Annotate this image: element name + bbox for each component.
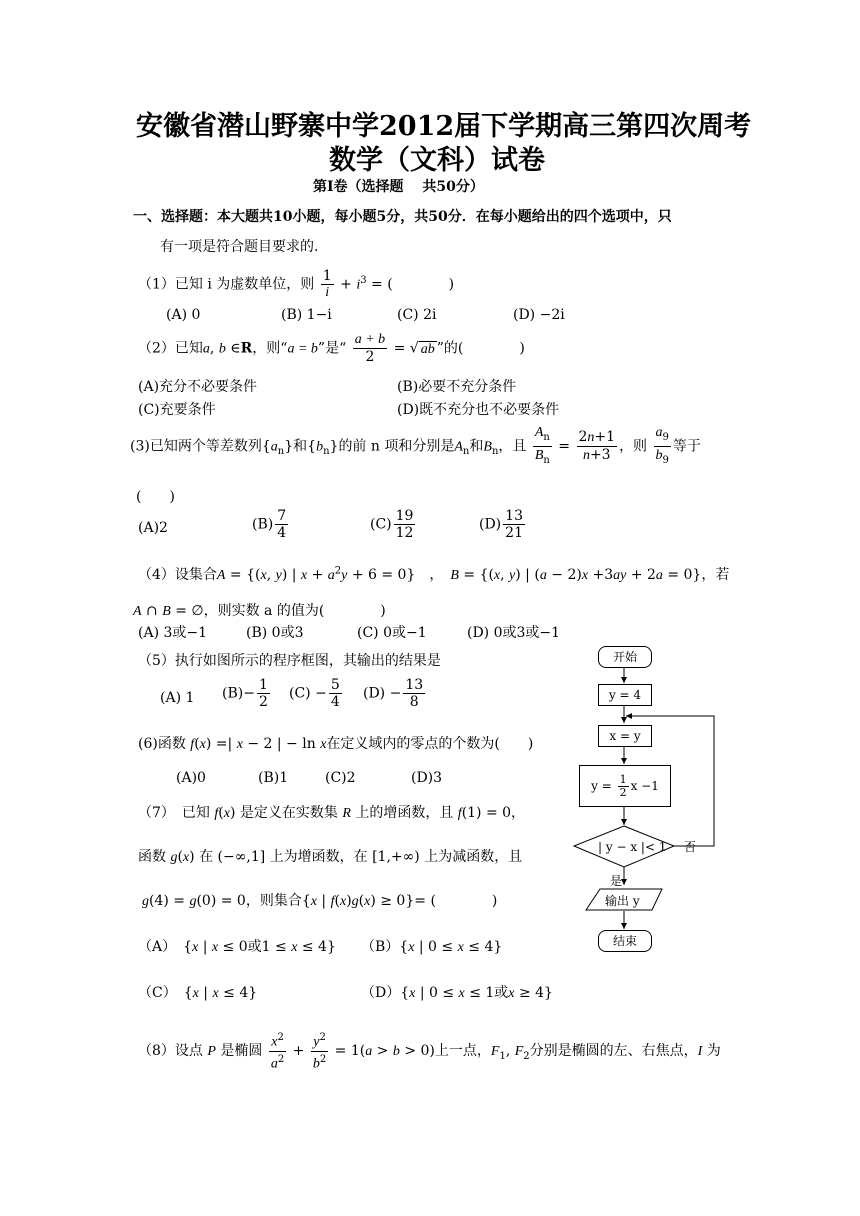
instructions-line1: 一、选择题：本大题共10小题，每小题5分，共50分．在每小题给出的四个选项中，只: [133, 209, 672, 225]
question-1: （1）已知 i 为虚数单位，则 $\frac{1}{i}$ + $i^3$ = ( ): [138, 268, 455, 300]
flow-yes-label: 是: [610, 874, 623, 888]
q6-option-c: (C)2: [325, 770, 356, 786]
q3-ratio-fraction: $\frac{A_n}{B_n}$: [534, 425, 550, 466]
q2-prefix: （2）已知: [138, 340, 203, 357]
q3-option-d: (D) $\frac{13}{21}$: [479, 508, 523, 541]
q1-option-b: (B) 1−i: [281, 307, 332, 323]
q3-option-c: (C) $\frac{19}{12}$: [370, 508, 414, 541]
question-8: （8）设点 P 是椭圆 $\frac{x^2}{a^2}$ + $\frac{y^2}{b^2}$ = 1(a > b > 0)上一点，$F_1$, $F_2$分别是椭圆的左、右焦点，I 为: [138, 1032, 721, 1072]
q5-option-a: (A) 1: [160, 690, 195, 706]
q2-option-d: (D)既不充分也不必要条件: [397, 402, 560, 418]
q2-option-b: (B)必要不充分条件: [397, 379, 517, 395]
question-5: （5）执行如图所示的程序框图，其输出的结果是: [138, 653, 441, 669]
instructions-line2: 有一项是符合题目要求的.: [160, 239, 319, 255]
question-7-line3: g(4) = g(0) = 0，则集合{x | f(x)g(x) ≥ 0}= ( ): [142, 893, 498, 909]
flow-assign: x = y: [598, 725, 652, 747]
q6-option-a: (A)0: [176, 770, 206, 786]
flow-init: y = 4: [598, 684, 652, 706]
flow-no-label: 否: [684, 840, 697, 854]
q4-option-b: (B) 0或3: [246, 625, 304, 641]
q2-option-c: (C)充要条件: [138, 402, 216, 418]
q4-line2: A ∩ B = ∅，则实数 a 的值为( ): [133, 603, 386, 619]
q7-option-b: （B）{x | 0 ≤ x ≤ 4}: [361, 939, 503, 955]
q1-option-a: (A) 0: [166, 307, 201, 323]
question-4: （4）设集合A = {(x, y) | $x + a^2y + 6 = 0$} ， B = {(x, y) | (a − 2)x +3ay + 2a = 0}，若: [138, 565, 730, 583]
page-title: 安徽省潜山野寨中学2012届下学期高三第四次周考: [136, 111, 752, 142]
question-3: (3)已知两个等差数列$\{a_n\}$和$\{b_n\}$的前 n 项和分别是$A_n$和$B_n$，且 $\frac{A_n}{B_n}$ = $\frac{2n+1}{n+3}$ ，则 $\frac{a_9}{b_9}$ 等于: [130, 424, 701, 469]
q7-option-a: （A） {x | x ≤ 0或1 ≤ x ≤ 4}: [138, 939, 336, 955]
flow-start: 开始: [598, 646, 652, 668]
question-7-line2: 函数 g(x) 在 (−∞,1] 上为增函数，在 [1,+∞) 上为减函数，且: [138, 849, 523, 865]
q1-option-c: (C) 2i: [397, 307, 437, 323]
section-label: 第Ⅰ卷（选择题 共50分）: [313, 179, 484, 195]
q3-option-b: (B) $\frac{7}{4}$: [252, 508, 287, 541]
question-7-line1: （7） 已知 f(x) 是定义在实数集 R 上的增函数，且 f(1) = 0，: [138, 805, 526, 821]
q7-option-d: （D）{x | 0 ≤ x ≤ 1或x ≥ 4}: [361, 985, 553, 1001]
q2-fraction: $\frac{a + b}{2}$: [354, 332, 386, 365]
flow-update: y = $\frac{1}{2}$ x −1: [579, 765, 671, 807]
q1-fraction: $\frac{1}{i}$: [322, 268, 332, 300]
q5-option-b: (B)− $\frac{1}{2}$: [222, 677, 268, 710]
question-2: （2）已知a, b ∈R，则“a = b”是“ $\frac{a + b}{2}$ = √ ab ”的( ): [138, 332, 525, 365]
q4-option-c: (C) 0或−1: [357, 625, 427, 641]
flow-output: 输出 y: [605, 894, 640, 908]
page-subtitle: 数学（文科）试卷: [329, 145, 545, 176]
flow-end: 结束: [598, 930, 652, 952]
q4-option-d: (D) 0或3或−1: [467, 625, 561, 641]
q5-option-c: (C) − $\frac{5}{4}$: [289, 677, 340, 710]
q5-option-d: (D) − $\frac{13}{8}$: [363, 677, 424, 710]
q1-prefix: （1）已知 i 为虚数单位，则: [138, 276, 315, 293]
q1-option-d: (D) −2i: [513, 307, 565, 323]
q6-option-b: (B)1: [258, 770, 289, 786]
q4-option-a: (A) 3或−1: [138, 625, 208, 641]
flow-condition: | y − x |< 1: [598, 840, 667, 854]
q6-option-d: (D)3: [411, 770, 443, 786]
q3-paren: ( ): [136, 489, 175, 505]
question-6: (6)函数 f(x) =| x − 2 | − ln x在定义域内的零点的个数为( ): [138, 736, 534, 752]
q7-option-c: （C） {x | x ≤ 4}: [138, 985, 258, 1001]
q3-option-a: (A)2: [138, 520, 168, 536]
q1-blank: = ( ): [371, 276, 455, 293]
q2-option-a: (A)充分不必要条件: [138, 379, 258, 395]
